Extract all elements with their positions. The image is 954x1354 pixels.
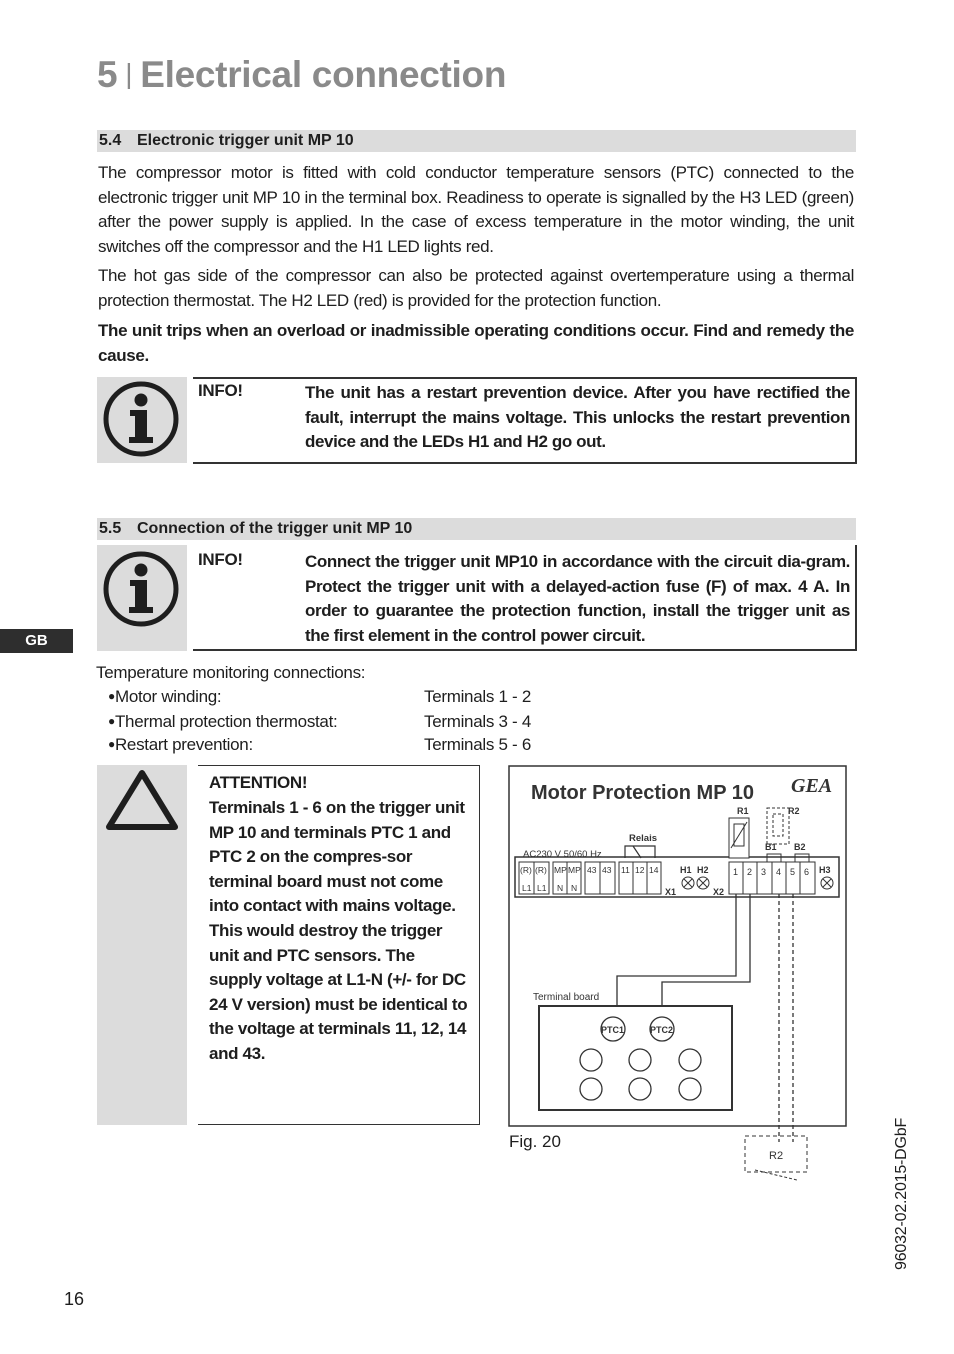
paragraph-ptc-sensors: The compressor motor is fitted with cold conductor temperature sensors (PTC) connected to the electronic trigger unit MP 10 in the terminal box. Readiness to operate is signalled by the H3 LED (green) after the power supply is applied. In the case of excess temperature in the motor winding, the unit switches off the compressor and the H1 LED lights red. <box>98 163 854 256</box>
attention-label: ATTENTION! <box>209 773 308 792</box>
info-icon <box>97 547 187 633</box>
terminal-number: 2 <box>747 867 753 877</box>
terminal-sub-label: L1 <box>522 883 532 893</box>
terminal-label: 43 <box>602 865 612 875</box>
document-code: 96032-02.2015-DGbF <box>893 1117 910 1270</box>
figure-caption: Fig. 20 <box>509 1132 561 1151</box>
list-item-label: Thermal protection thermostat: <box>114 712 338 731</box>
terminal-label: (R) <box>520 865 532 875</box>
bullet: ● <box>108 689 115 703</box>
x-label: X1 <box>665 887 677 897</box>
paragraph-thermal-protection: The hot gas side of the compressor can also be protected against overtemperature using a thermal protection thermostat. The H2 LED (red) is provided for the protection function. <box>98 266 854 310</box>
led-label: H2 <box>697 865 709 875</box>
terminal-label: MP <box>568 865 581 875</box>
led-label: H1 <box>680 865 692 875</box>
terminal-label: 11 <box>621 865 630 875</box>
title-separator: | <box>125 58 133 89</box>
brand-logo: GEA <box>791 775 833 797</box>
terminal-number: 1 <box>733 867 739 877</box>
external-r2-label: R2 <box>769 1150 784 1162</box>
section-number: 5.4 <box>99 132 122 149</box>
terminal-label: (R) <box>535 865 547 875</box>
relais-label: Relais <box>629 833 657 844</box>
list-item-value: Terminals 1 - 2 <box>424 687 531 706</box>
terminal-sub-label: N <box>571 883 578 893</box>
terminal-label: MP <box>554 865 567 875</box>
list-item <box>108 687 221 707</box>
info-icon-cell <box>97 545 187 651</box>
terminal-board-label: Terminal board <box>533 992 600 1003</box>
chapter-title <box>97 54 506 96</box>
x-label: X2 <box>713 887 725 897</box>
language-tab: GB <box>0 629 73 653</box>
terminal-number: 5 <box>790 867 796 877</box>
terminal-sub-label: N <box>557 883 564 893</box>
info-label: INFO! <box>198 550 243 569</box>
ptc-label: PTC1 <box>601 1025 625 1035</box>
bridge-label: B2 <box>794 842 806 852</box>
list-item <box>108 712 337 732</box>
resistor-label: R2 <box>788 806 800 816</box>
list-item <box>108 735 253 755</box>
terminal-label: 14 <box>649 865 659 875</box>
section-5-5-heading <box>97 518 856 540</box>
page-number: 16 <box>64 1289 85 1309</box>
warning-icon-cell <box>97 765 187 1125</box>
info-label: INFO! <box>198 381 243 400</box>
supply-label: AC230 V 50/60 Hz <box>523 849 602 860</box>
left-terminal-block <box>519 862 661 894</box>
led-label: H3 <box>819 865 831 875</box>
info-icon <box>97 377 187 463</box>
info-icon-cell <box>97 377 187 463</box>
info-text-restart: The unit has a restart prevention device. After you have rectified the fault, interrupt the mains voltage. This unlocks the restart prevention device and the LEDs H1 and H2 go out. <box>305 383 850 452</box>
wiring-diagram <box>505 762 855 1192</box>
paragraph-trip-warning: The unit trips when an overload or inadmissible operating conditions occur. Find and remedy the cause. <box>98 321 854 365</box>
attention-text: Terminals 1 - 6 on the trigger unit MP 10 and terminals PTC 1 and PTC 2 on the compres-sor terminal board must not come into contact with mains voltage. This would destroy the trigger unit and PTC sensors. The supply voltage at L1-N (+/- for DC 24 V version) must be identical to the voltage at terminals 11, 12, 14 and 43. <box>209 798 468 1063</box>
terminal-label: 43 <box>587 865 597 875</box>
terminal-number: 4 <box>776 867 782 877</box>
section-number: 5.5 <box>99 520 122 537</box>
terminal-number: 3 <box>761 867 767 877</box>
bullet: ● <box>108 714 115 728</box>
chapter-number: 5 <box>97 54 118 95</box>
monitoring-heading: Temperature monitoring connections: <box>96 663 366 682</box>
terminal-label: 12 <box>635 865 645 875</box>
diagram-title: Motor Protection MP 10 <box>531 782 754 804</box>
chapter-name: Electrical connection <box>140 54 507 95</box>
warning-triangle-icon <box>97 765 187 845</box>
info-text-connection: Connect the trigger unit MP10 in accordance with the circuit dia-gram. Protect the trigger unit with a delayed-action fuse (F) of max. 4 A. In order to guarantee the protection function, install the trigger unit as the first element in the control power circuit. <box>305 552 850 645</box>
terminal-sub-label: L1 <box>537 883 547 893</box>
bullet: ● <box>108 737 115 751</box>
resistor-label: R1 <box>737 806 749 816</box>
list-item-label: Restart prevention: <box>114 735 253 754</box>
section-title: Electronic trigger unit MP 10 <box>137 132 354 149</box>
bridge-label: B1 <box>765 842 777 852</box>
ptc-label: PTC2 <box>650 1025 674 1035</box>
list-item-label: Motor winding: <box>114 687 222 706</box>
terminal-number: 6 <box>804 867 810 877</box>
list-item-value: Terminals 3 - 4 <box>424 712 531 731</box>
section-title: Connection of the trigger unit MP 10 <box>137 520 413 537</box>
list-item-value: Terminals 5 - 6 <box>424 735 531 754</box>
section-5-4-heading <box>97 130 856 152</box>
